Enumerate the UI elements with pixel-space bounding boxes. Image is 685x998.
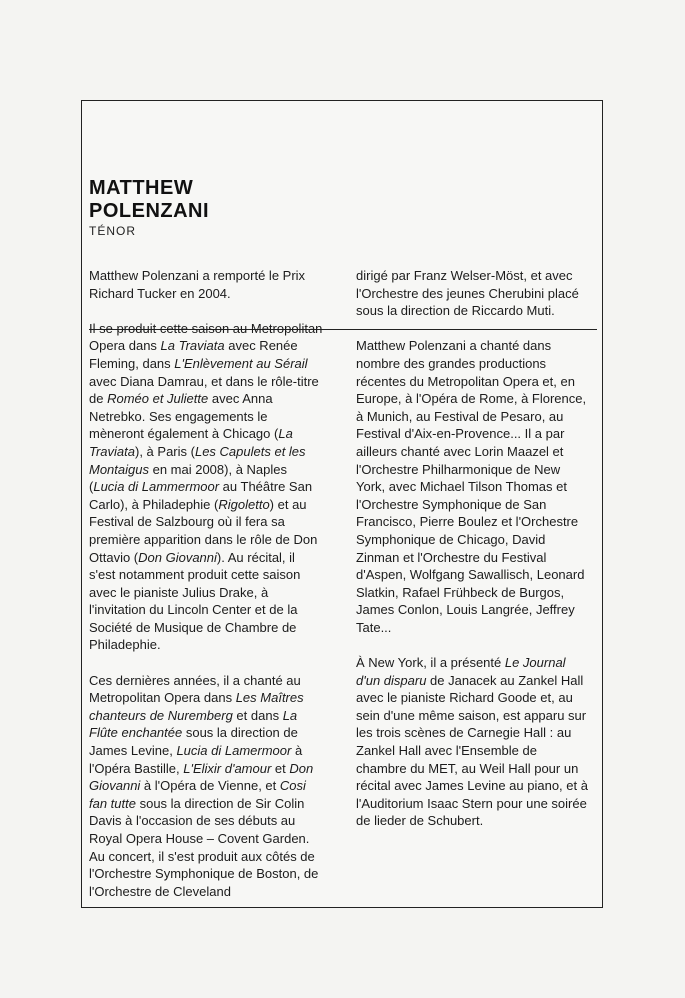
text-run: avec Anna Netrebko. Ses engagements le mèneront également à Chicago (	[89, 391, 279, 442]
opera-title: Les Maîtres chanteurs de Nuremberg	[89, 690, 304, 723]
opera-title: L'Enlèvement au Sérail	[174, 355, 308, 371]
text-run: à l'Opéra Bastille,	[89, 743, 303, 776]
text-run: de Janacek au Zankel Hall avec le pianiste Richard Goode et, au sein d'une même saison, est apparu sur les trois scènes de Carnegie Hall : au Zankel Hall avec l'Ensemble de chambre du MET, au Weil Hall pour un récital avec James Levine au piano, et à l'Auditorium Isaac Stern pour une soirée de lieder de Schubert.	[356, 672, 588, 829]
biography-column-right	[356, 267, 590, 848]
opera-title: L'Elixir d'amour	[183, 760, 272, 776]
opera-title: La Traviata	[160, 338, 225, 354]
paragraph-prize: Matthew Polenzani a remporté le Prix Richard Tucker en 2004.	[89, 268, 306, 301]
text-run: sous la direction de Sir Colin Davis à l'occasion de ses débuts au Royal Opera House – Covent Garden. Au concert, il s'est produit aux côtés de l'Orchestre Symphonique de Boston, de l'Orchestre de Cleveland	[89, 795, 319, 899]
opera-title: Les Capulets et les Montaigus	[89, 443, 306, 477]
text-run: avec Renée Fleming, dans	[89, 338, 298, 371]
text-run: À New York, il a présenté	[356, 655, 505, 671]
text-run: en mai 2008), à Naples (	[89, 461, 288, 495]
text-run: ) et au Festival de Salzbourg où il fera sa première apparition dans le rôle de Don Ottavio (	[89, 496, 318, 565]
artist-name	[89, 177, 597, 223]
text-run: et dans	[232, 707, 283, 723]
opera-title: Rigoletto	[218, 496, 270, 512]
artist-name-line2: POLENZANI	[89, 200, 210, 222]
opera-title: Lucia di Lammermoor	[93, 479, 220, 495]
biography-column-left	[89, 267, 323, 918]
text-run: Ces dernières années, il a chanté au Metropolitan Opera dans	[89, 672, 301, 706]
paragraph-productions: Matthew Polenzani a chanté dans nombre des grandes productions récentes du Metropolitan Opera et, en Europe, à l'Opéra de Rome, à Florence, à Munich, au Festival de Pesaro, au Festival d'Aix-en-Provence... Il a par ailleurs chanté avec Lorin Maazel et l'Orchestre Philharmonique de New York, avec Michael Tilson Thomas et l'Orchestre Symphonique de San Francisco, Pierre Boulez et l'Orchestre Symphonique de Chicago, David Zinman et l'Orchestre du Festival d'Aspen, Wolfgang Sawallisch, Leonard Slatkin, Rafael Frühbeck de Burgos, James Conlon, Louis Langrée, Jeffrey Tate...	[356, 338, 587, 635]
opera-title: Lucia di Lamermoor	[176, 743, 292, 759]
biography-frame	[81, 100, 603, 908]
text-run: ), à Paris (	[135, 443, 195, 459]
paragraph-concerts-continued: dirigé par Franz Welser-Möst, et avec l'Orchestre des jeunes Cherubini placé sous la direction de Riccardo Muti.	[356, 268, 579, 319]
text-run: à l'Opéra de Vienne, et	[140, 778, 280, 794]
work-title: Le Journal d'un disparu	[356, 655, 566, 688]
text-run: avec Diana Damrau, et dans le rôle-titre de	[89, 373, 319, 407]
text-run: au Théâtre San Carlo), à Philadephie (	[89, 479, 313, 512]
text-run: Il se produit cette saison au Metropolitan Opera dans	[89, 320, 323, 354]
text-run: ). Au récital, il s'est notamment produit cette saison avec le pianiste Julius Drake, à l'invitation du Lincoln Center et de la Société de Musique de Chambre de Philadephie.	[89, 549, 301, 653]
opera-title: Don Giovanni	[89, 760, 314, 794]
paragraph-new-york	[356, 654, 590, 830]
opera-title: La Traviata	[89, 426, 293, 459]
artist-name-line1: MATTHEW	[89, 177, 194, 199]
opera-title: Cosi fan tutte	[89, 778, 306, 811]
text-run: et	[271, 760, 290, 776]
artist-role: TÉNOR	[89, 224, 136, 238]
text-run: sous la direction de James Levine,	[89, 725, 298, 759]
paragraph-season	[89, 320, 323, 654]
opera-title: La Flûte enchantée	[89, 707, 298, 741]
opera-title: Don Giovanni	[138, 549, 217, 565]
opera-title: Roméo et Juliette	[107, 391, 209, 407]
paragraph-recent-years	[89, 672, 323, 901]
